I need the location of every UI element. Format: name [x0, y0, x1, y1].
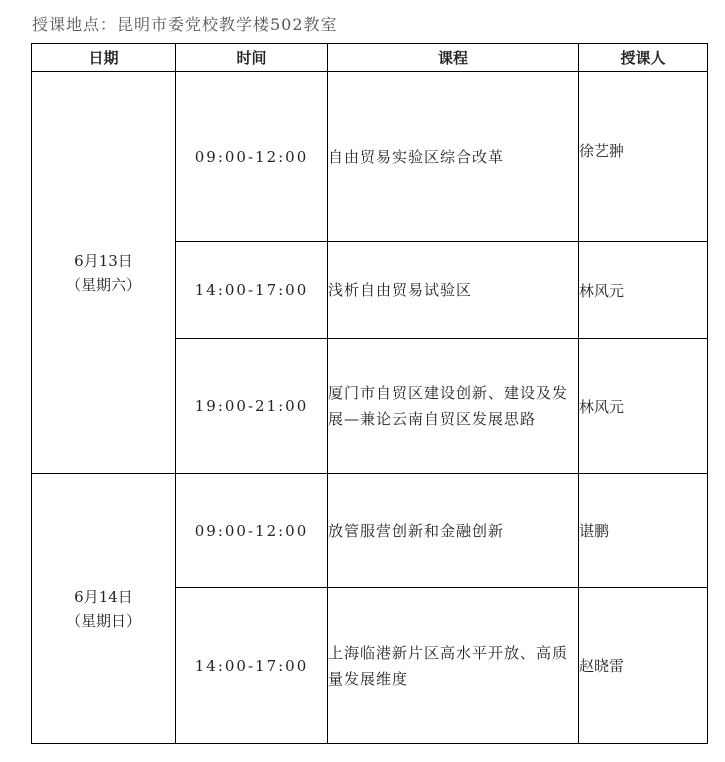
date-text: 6月14日	[74, 587, 133, 606]
table-header-row	[32, 44, 708, 72]
header-date: 日期	[32, 44, 176, 72]
header-teacher: 授课人	[579, 44, 708, 72]
date-cell	[32, 474, 176, 744]
weekday-text: （星期六）	[65, 275, 141, 294]
teacher-cell: 赵晓雷	[579, 588, 708, 744]
time-cell: 09:00-12:00	[176, 474, 328, 588]
course-cell: 放管服营创新和金融创新	[328, 474, 579, 588]
date-text: 6月13日	[74, 251, 133, 270]
weekday-text: （星期日）	[65, 611, 141, 630]
time-cell: 14:00-17:00	[176, 588, 328, 744]
time-cell: 14:00-17:00	[176, 242, 328, 339]
course-cell: 上海临港新片区高水平开放、高质量发展维度	[328, 588, 579, 744]
teacher-cell: 林风元	[579, 242, 708, 339]
course-cell: 自由贸易实验区综合改革	[328, 72, 579, 242]
table-row	[32, 474, 708, 588]
teacher-cell: 林风元	[579, 339, 708, 474]
teacher-cell: 谌鹏	[579, 474, 708, 588]
time-cell: 19:00-21:00	[176, 339, 328, 474]
date-cell	[32, 72, 176, 474]
schedule-table	[31, 43, 708, 744]
table-row	[32, 72, 708, 242]
teacher-cell: 徐艺翀	[579, 72, 708, 242]
header-time: 时间	[176, 44, 328, 72]
time-cell: 09:00-12:00	[176, 72, 328, 242]
header-course: 课程	[328, 44, 579, 72]
location-label: 授课地点：昆明市委党校教学楼502教室	[32, 15, 338, 34]
course-cell: 厦门市自贸区建设创新、建设及发展—兼论云南自贸区发展思路	[328, 339, 579, 474]
course-cell: 浅析自由贸易试验区	[328, 242, 579, 339]
